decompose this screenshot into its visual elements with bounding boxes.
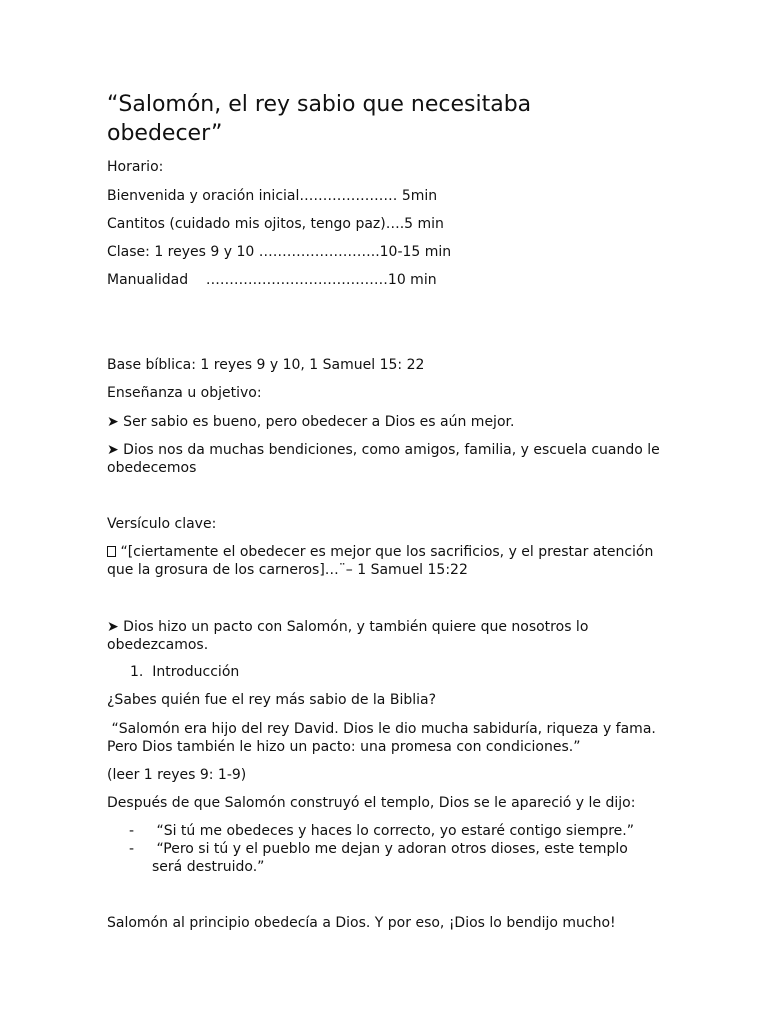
question-text: ¿Sabes quién fue el rey más sabio de la Biblia? [107,692,437,708]
verse-heading: Versículo clave: [107,516,217,532]
god-words-text-1: “Si tú me obedeces y haces lo correcto, yo estaré contigo siempre.” [152,823,634,839]
dash-marker: - [129,823,135,839]
schedule-item-welcome: Bienvenida y oración inicial………………… 5min [107,188,438,204]
section-label: Introducción [152,664,240,680]
after-temple-text: Después de que Salomón construyó el templo, Dios se le apareció y le dijo: [107,795,636,811]
quote-text: “Salomón era hijo del rey David. Dios le dio mucha sabiduría, riqueza y fama. Pero Dios también le hizo un pacto: una promesa con condiciones.” [107,721,661,755]
dash-marker: - [129,841,135,857]
god-words-item-1 [129,822,662,840]
schedule-item-craft: Manualidad …………………………………10 min [107,272,437,288]
reading-reference: (leer 1 reyes 9: 1-9) [107,767,247,783]
objective-heading: Enseñanza u objetivo: [107,385,262,401]
section-introduction-heading [130,663,239,681]
schedule-heading: Horario: [107,159,164,175]
god-words-text-2: “Pero si tú y el pueblo me dejan y adoran otros dioses, este templo será destruido.” [152,841,633,875]
objective-bullet-1: ➤ Ser sabio es bueno, pero obedecer a Dios es aún mejor. [107,414,515,430]
closing-text: Salomón al principio obedecía a Dios. Y por eso, ¡Dios lo bendijo mucho! [107,915,616,931]
key-verse-text: “[ciertamente el obedecer es mejor que los sacrificios, y el prestar atención que la grosura de los carneros]…¨– 1 Samuel 15:22 [107,544,654,578]
verse-marker-icon [107,546,116,557]
schedule-item-class: Clase: 1 reyes 9 y 10 ……………………..10-15 min [107,244,452,260]
god-words-item-2 [129,840,662,876]
section-number: 1. [130,664,144,680]
document-title: “Salomón, el rey sabio que necesitaba obedecer” [107,92,532,146]
objective-bullet-2: ➤ Dios nos da muchas bendiciones, como amigos, familia, y escuela cuando le obedecemos [107,442,660,476]
schedule-item-songs: Cantitos (cuidado mis ojitos, tengo paz)….5 min [107,216,444,232]
biblical-base: Base bíblica: 1 reyes 9 y 10, 1 Samuel 15: 22 [107,357,425,373]
pact-bullet: ➤ Dios hizo un pacto con Salomón, y también quiere que nosotros lo obedezcamos. [107,619,589,653]
key-verse [107,543,662,579]
